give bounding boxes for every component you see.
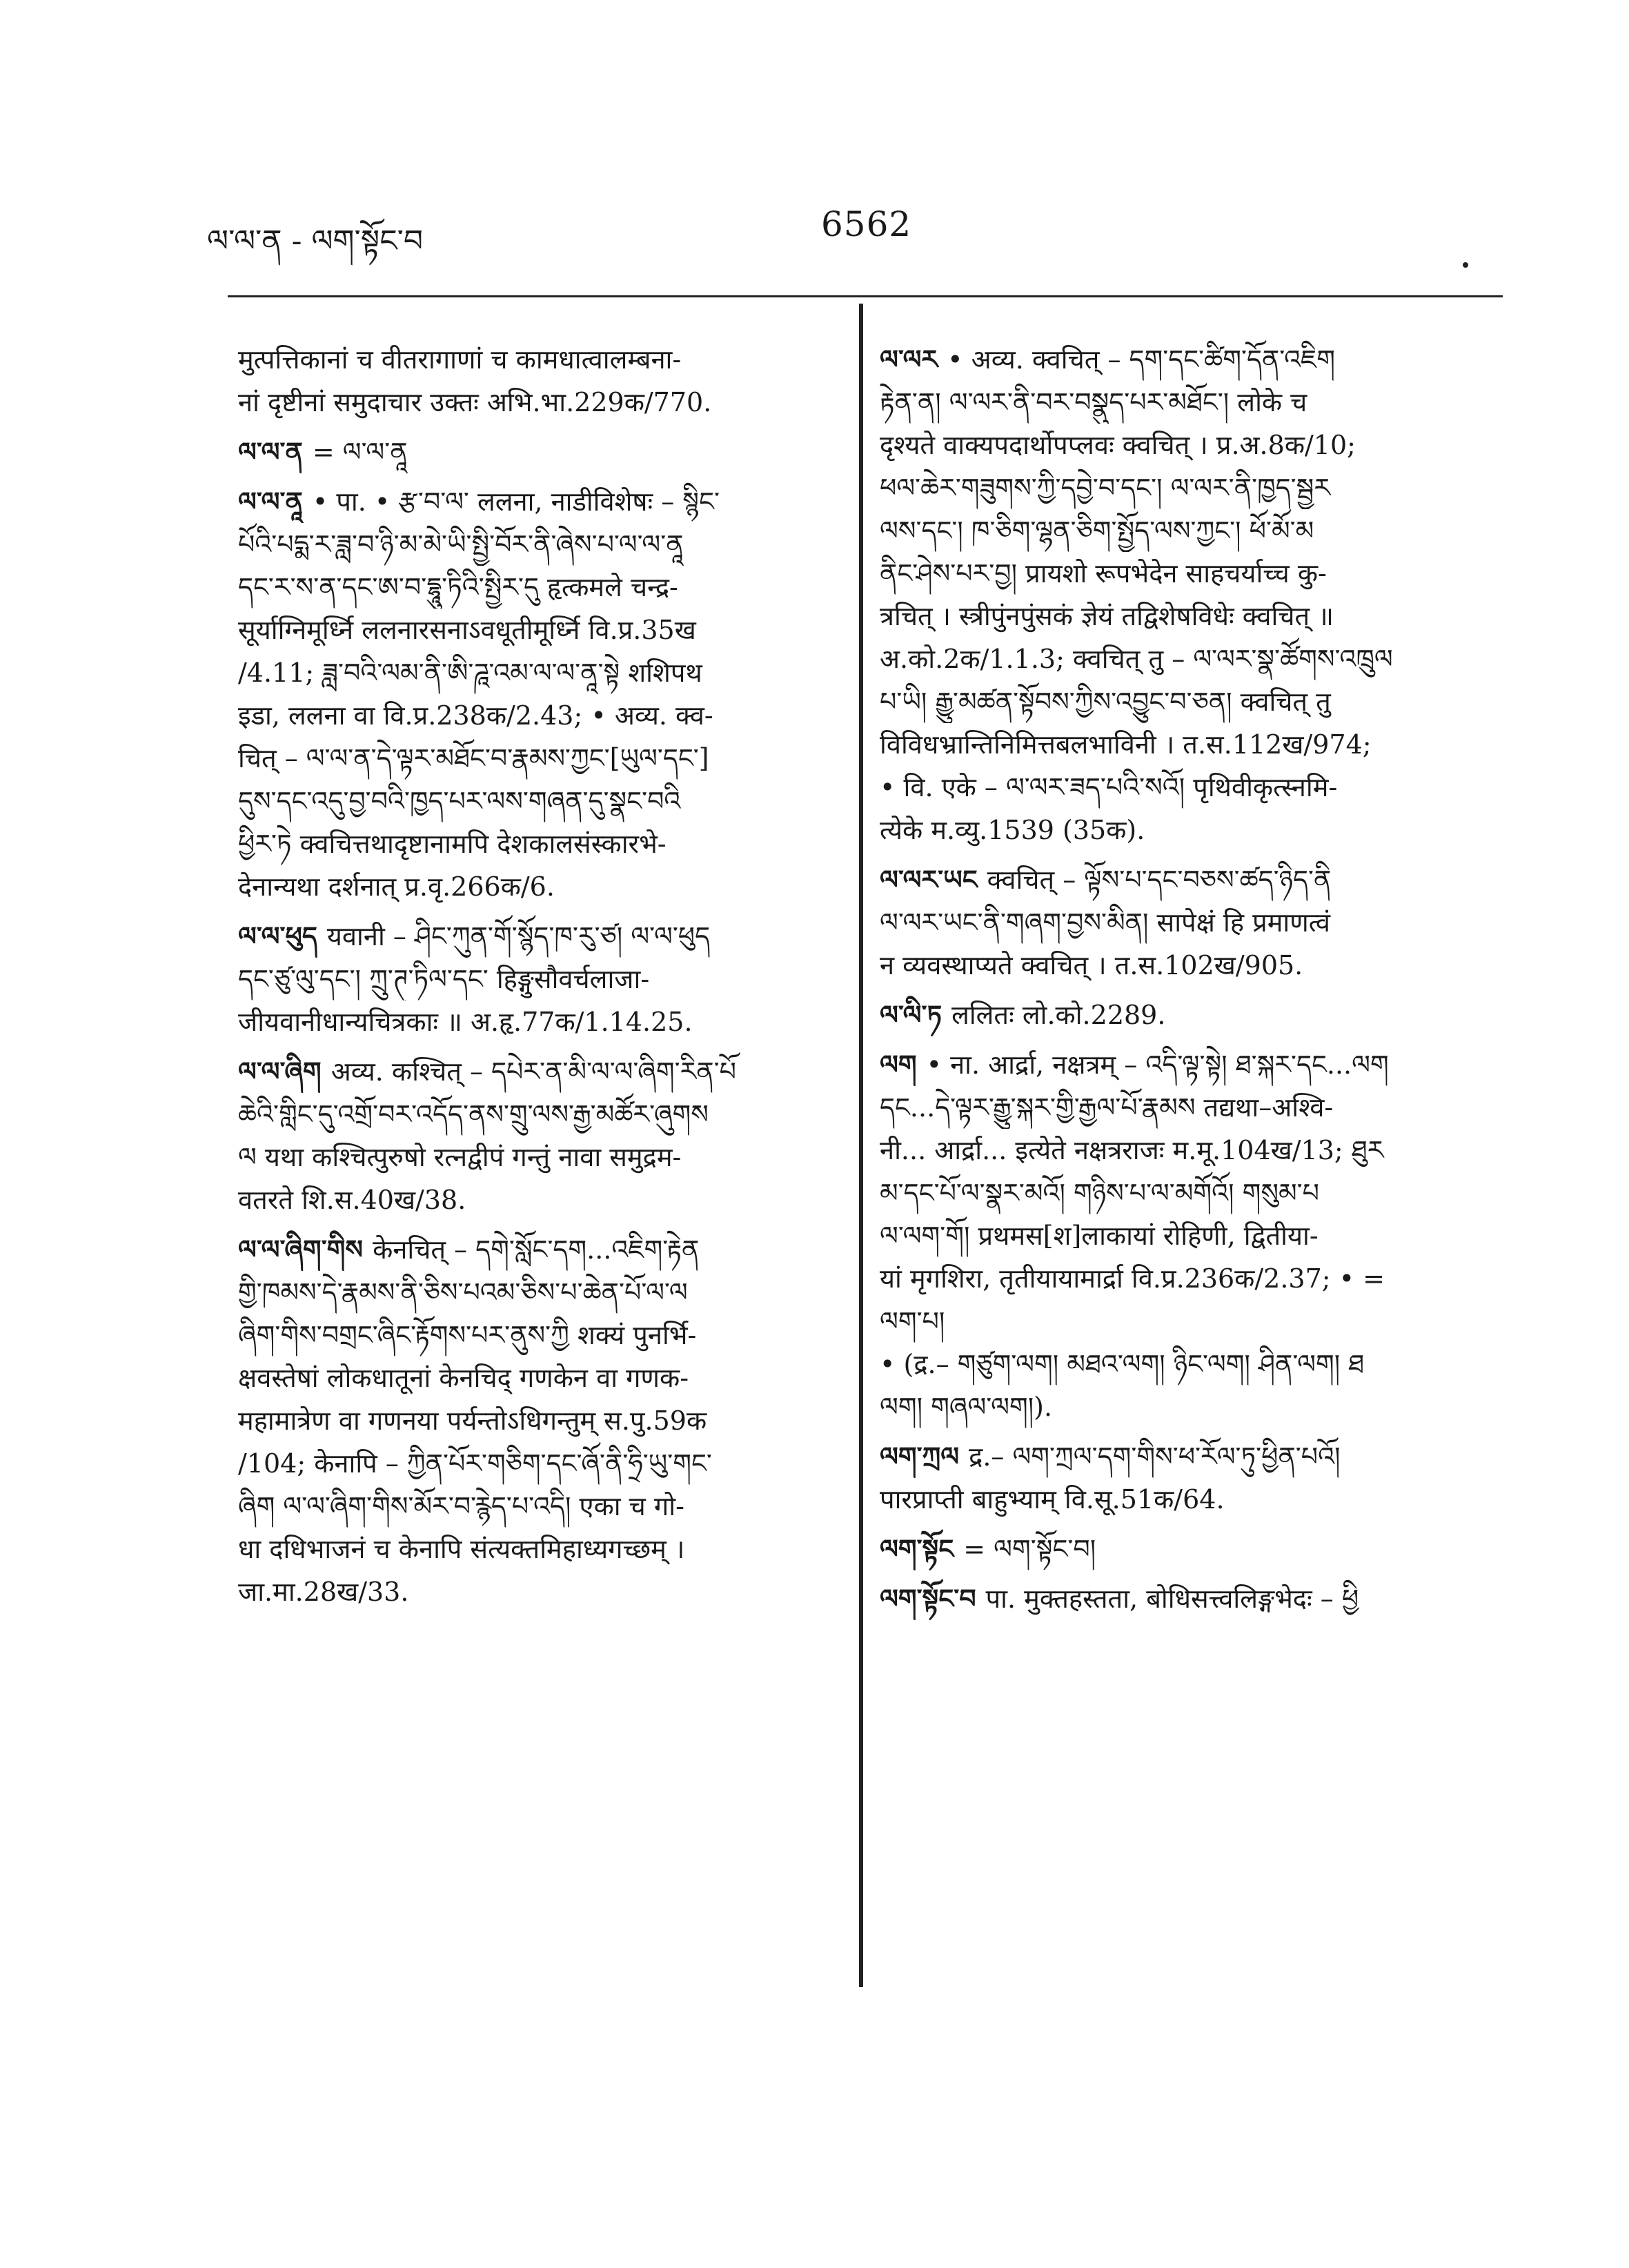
entry-line bbox=[880, 1257, 1497, 1300]
entry-line bbox=[880, 809, 1497, 851]
entry-text: महामात्रेण वा गणनया पर्यन्तोऽधिगन्तुम् स.पु.59क bbox=[238, 1406, 707, 1436]
dictionary-entry bbox=[880, 858, 1497, 987]
entry-line bbox=[880, 552, 1497, 595]
entry-line bbox=[880, 944, 1497, 987]
entry-text: དུས་དང་འདུ་བྱ་བའི་ཁྱད་པར་ལས་གཞན་དུ་སྣང་བའི bbox=[238, 786, 681, 816]
entry-line bbox=[880, 901, 1497, 944]
entry-line bbox=[238, 1314, 835, 1357]
entry-text: ལ་ལར་ཡང་ནི་གཞག་བྱས་མིན། सापेक्षं हि प्रमाणत्वं bbox=[880, 907, 1330, 938]
entry-line bbox=[238, 480, 835, 523]
right-column bbox=[880, 338, 1497, 1627]
entry-text: पारप्राप्ती बाहुभ्याम् वि.सू.51क/64. bbox=[880, 1484, 1225, 1515]
entry-line bbox=[238, 737, 835, 780]
entry-text: यवानी – ཤིང་ཀུན་གོ་སྙོད་ཁ་རུ་ཙ། ལ་ལ་ཕུད bbox=[326, 921, 711, 951]
entry-text: = ལ་ལ་ནཱ bbox=[312, 437, 408, 467]
entry-text: इडा, ललना वा वि.प्र.238क/2.43; • अव्य. क्व- bbox=[238, 700, 713, 731]
entry-line bbox=[880, 509, 1497, 552]
entry-line bbox=[238, 1093, 835, 1136]
entry-line bbox=[238, 1442, 835, 1485]
entry-text: मुत्पत्तिकानां च वीतरागाणां च कामधात्वालम्बना- bbox=[238, 344, 682, 375]
entry-text: = ལག་སྟོང་བ། bbox=[963, 1534, 1096, 1564]
entry-line bbox=[880, 1172, 1497, 1214]
entry-text: द्र.– ལག་ཀྲལ་དག་གིས་ཕ་རོལ་ཏུ་ཕྱིན་པའོ། bbox=[969, 1441, 1341, 1472]
entry-line bbox=[238, 1485, 835, 1528]
entry-line bbox=[880, 680, 1497, 723]
dictionary-entry bbox=[238, 480, 835, 908]
entry-line bbox=[238, 431, 835, 473]
dictionary-entry bbox=[238, 1050, 835, 1221]
entry-headword: ལ་ལ་ཕུད bbox=[238, 920, 317, 951]
entry-headword: ལག་སྟོང bbox=[880, 1533, 954, 1564]
entry-line bbox=[880, 1043, 1497, 1086]
entry-text: चित् – ལ་ལ་ན་དེ་ལྟར་མཐོང་བ་རྣམས་ཀྱང་[ཡུལ་དང་] bbox=[238, 743, 709, 773]
entry-text: सूर्याग्निमूर्ध्नि ललनारसनाऽवधूतीमूर्ध्नि वि.प्र.35ख bbox=[238, 615, 696, 645]
entry-headword: ལག་སྟོང་བ bbox=[880, 1583, 976, 1614]
dictionary-entry bbox=[880, 1577, 1497, 1620]
entry-text: /104; केनापि – ཀྱིན་པོར་གཅིག་དང་ཞོ་ནི་ཧྲི་ཡུ་གང་ bbox=[238, 1448, 712, 1479]
entry-line bbox=[238, 381, 835, 424]
entry-line bbox=[238, 1136, 835, 1179]
entry-text: नां दृष्टीनां समुदाचार उक्तः अभि.भा.229क/770. bbox=[238, 387, 712, 417]
entry-text: न व्यवस्थाप्यते क्वचित् । त.स.102ख/905. bbox=[880, 950, 1303, 980]
entry-text: त्येके म.व्यु.1539 (35क). bbox=[880, 815, 1145, 845]
entry-line bbox=[238, 915, 835, 958]
dictionary-entry bbox=[880, 994, 1497, 1036]
entry-text: ཆེའི་གླིང་དུ་འགྲོ་བར་འདོད་ནས་གྲུ་ལས་རྒྱ་མཚོར་ཞུགས bbox=[238, 1099, 709, 1130]
entry-text: རྟེན་ན། ལ་ལར་ནི་བར་བསྣུད་པར་མཐོང་། लोके च bbox=[880, 387, 1307, 417]
dictionary-entry bbox=[238, 338, 835, 424]
guide-words: ལ་ལ་ན - ལག་སྟོང་བ bbox=[207, 224, 424, 259]
entry-text: वतरते शि.स.40ख/38. bbox=[238, 1185, 466, 1215]
entry-line bbox=[238, 523, 835, 566]
entry-line bbox=[880, 723, 1497, 766]
entry-line bbox=[880, 1214, 1497, 1257]
entry-text: जीयवानीधान्यचित्रकाः ॥ अ.हृ.77क/1.14.25. bbox=[238, 1007, 693, 1037]
entry-line bbox=[238, 609, 835, 651]
running-header bbox=[207, 204, 1504, 259]
entry-text: • ना. आर्द्रा, नक्षत्रम् – འདི་ལྟ་སྟེ། ཐ་སྐར་དང...ལག bbox=[926, 1049, 1389, 1080]
entry-line bbox=[238, 958, 835, 1000]
entry-text: नी... आर्द्रा... इत्येते नक्षत्रराजः म.मू.104ख/13; ཐུར bbox=[880, 1135, 1384, 1165]
entry-text: जा.मा.28ख/33. bbox=[238, 1577, 409, 1607]
entry-line bbox=[238, 1399, 835, 1442]
entry-line bbox=[238, 822, 835, 865]
entry-line bbox=[238, 780, 835, 822]
entry-text: ལ་ལག་གོ། प्रथमस[श]लाकायां रोहिणी, द्वितीया- bbox=[880, 1221, 1319, 1251]
entry-line bbox=[880, 1577, 1497, 1620]
entry-line bbox=[880, 424, 1497, 466]
dictionary-entry bbox=[238, 1228, 835, 1613]
entry-headword: ལ་ལ་ན bbox=[238, 436, 303, 467]
entry-line bbox=[238, 651, 835, 694]
left-column bbox=[238, 338, 835, 1620]
entry-text: देनान्यथा दर्शनात् प्र.वृ.266क/6. bbox=[238, 871, 555, 902]
entry-text: अव्य. कश्चित् – དཔེར་ན་མི་ལ་ལ་ཞིག་རིན་པོ bbox=[330, 1056, 736, 1087]
entry-line bbox=[238, 865, 835, 908]
entry-text: ལ यथा कश्चित्पुरुषो रत्नद्वीपं गन्तुं नावा समुद्रम- bbox=[238, 1142, 682, 1172]
entry-text: दृश्यते वाक्यपदार्थोपप्लवः क्वचित् । प्र.अ.8क/10; bbox=[880, 430, 1356, 460]
entry-text: धा दधिभाजनं च केनापि संत्यक्तमिहाध्यगच्छम् । bbox=[238, 1534, 685, 1564]
entry-headword: ལ་ལ་ཞིག་གིས bbox=[238, 1234, 364, 1265]
page-number: 6562 bbox=[821, 204, 912, 244]
entry-line bbox=[880, 638, 1497, 680]
entry-line bbox=[880, 858, 1497, 901]
entry-line bbox=[238, 1570, 835, 1613]
entry-text: पा. मुक्तहस्तता, बोधिसत्त्वलिङ्गभेदः – ཕྱི bbox=[985, 1584, 1359, 1614]
entry-line bbox=[238, 1357, 835, 1399]
entry-line bbox=[880, 1528, 1497, 1570]
entry-text: अ.को.2क/1.1.3; क्वचित् तु – ལ་ལར་སྣ་ཚོགས་འཁྲུལ bbox=[880, 644, 1393, 674]
entry-text: པོའི་པདྨ་ར་ཟླ་བ་ཉི་མ་མེ་ཡི་སྤྱི་བོར་ནི་ཞེས་པ་ལ་ལ་ནཱ bbox=[238, 529, 684, 560]
entry-line bbox=[238, 1528, 835, 1570]
entry-text: ललितः लो.को.2289. bbox=[951, 1000, 1166, 1030]
entry-text: • (द्र.– གཙུག་ལག། མཐའ་ལག། ཉིང་ལག། ཤིན་ལག། ཐ bbox=[880, 1349, 1365, 1379]
entry-line bbox=[880, 1478, 1497, 1521]
dictionary-entry bbox=[238, 915, 835, 1043]
entry-line bbox=[238, 566, 835, 609]
entry-text: त्रचित् । स्त्रीपुंनपुंसकं ज्ञेयं तद्विशेषविधेः क्वचित् ॥ bbox=[880, 601, 1334, 631]
column-divider bbox=[859, 304, 863, 1987]
entry-text: དང་ཙུ་ལུ་དང་། ཀྲུ་ཊྲུ་ཏིལ་དང་ हिङ्गुसौवर्चलाजा- bbox=[238, 964, 650, 994]
entry-text: • वि. एके – ལ་ལར་ཟད་པའི་སའོ། पृथिवीकृत्स्नमि- bbox=[880, 772, 1338, 802]
entry-headword: ལ་ལ་ཞིག bbox=[238, 1056, 322, 1087]
entry-line bbox=[238, 1228, 835, 1271]
entry-text: विविधभ्रान्तिनिमित्तबलभाविनी । त.स.112ख/974; bbox=[880, 729, 1372, 760]
entry-headword: ལ་ལ་ནཱ bbox=[238, 486, 303, 517]
entry-headword: ལག bbox=[880, 1049, 917, 1080]
entry-text: • पा. • རྩ་བ་ལ་ ललना, नाडीविशेषः – སྙིང་ bbox=[312, 486, 720, 517]
entry-headword: ལ་ལར bbox=[880, 344, 938, 375]
entry-text: མ་དང་པོ་ལ་སྣར་མའོ། གཉིས་པ་ལ་མགོའོ། གསུམ་པ bbox=[880, 1178, 1320, 1208]
entry-headword: ལ་ལི་ཏ bbox=[880, 999, 942, 1030]
entry-text: པ་ཡི། རྒྱུ་མཚན་སྟོབས་ཀྱིས་འབྱུང་བ་ཅན། क्वचित् तु bbox=[880, 687, 1331, 717]
entry-text: • अव्य. क्वचित् – དག་དང་ཚིག་དོན་འཇིག bbox=[947, 344, 1336, 375]
entry-text: केनचित् – དགེ་སློང་དག...འཇིག་རྟེན bbox=[373, 1234, 700, 1265]
dictionary-entry bbox=[238, 431, 835, 473]
dictionary-entry bbox=[880, 338, 1497, 851]
entry-text: क्षवस्तेषां लोकधातूनां केनचिद् गणकेन वा गणक- bbox=[238, 1363, 689, 1393]
entry-line bbox=[238, 1271, 835, 1314]
entry-text: क्वचित् – ལྟོས་པ་དང་བཅས་ཚད་ཉིད་ནི bbox=[987, 865, 1332, 895]
entry-line bbox=[880, 766, 1497, 809]
entry-line bbox=[880, 381, 1497, 424]
entry-text: यां मृगशिरा, तृतीयायामार्द्रा वि.प्र.236क/2.37; • = bbox=[880, 1263, 1385, 1294]
dictionary-entry bbox=[880, 1043, 1497, 1428]
entry-text: ལས་དང་། ཁ་ཅིག་ལྷན་ཅིག་སྤྱོད་ལས་ཀྱང་། ཕོ་མོ་མ bbox=[880, 515, 1314, 546]
entry-text: ལག་པ། bbox=[880, 1306, 945, 1337]
entry-text: ནིང་ཤེས་པར་བྱ། प्रायशो रूपभेदेन साहचर्याच्च कु- bbox=[880, 558, 1327, 589]
entry-text: ཞིག་གིས་བགྲང་ཞིང་རྟོགས་པར་ནུས་ཀྱི शक्यं पुनर्भि- bbox=[238, 1320, 697, 1350]
entry-text: གྱི་ཁམས་དེ་རྣམས་ནི་ཅིས་པའམ་ཅིས་པ་ཆེན་པོ་ལ་ལ bbox=[238, 1277, 688, 1308]
entry-text: དང་ར་ས་ན་དང་ཨ་བ་དྷཱུ་ཏིའི་སྤྱིར་དུ हृत्कमले चन्द्र- bbox=[238, 572, 678, 602]
entry-line bbox=[238, 1050, 835, 1093]
entry-line bbox=[880, 1343, 1497, 1386]
entry-line bbox=[238, 694, 835, 737]
entry-text: ལག། གཞལ་ལག།). bbox=[880, 1392, 1053, 1422]
entry-line bbox=[880, 466, 1497, 509]
entry-text: ཞིག ལ་ལ་ཞིག་གིས་མོར་བ་རྙེད་པ་འདི། एका च गो- bbox=[238, 1491, 684, 1521]
entry-headword: ལ་ལར་ཡང bbox=[880, 864, 978, 895]
entry-line bbox=[880, 338, 1497, 381]
entry-headword: ལག་ཀྲལ bbox=[880, 1441, 960, 1472]
entry-text: དང...དེ་ལྟར་རྒྱུ་སྐར་གྱི་རྒྱལ་པོ་རྣམས तद्यथा–अश्वि- bbox=[880, 1092, 1334, 1123]
dictionary-entry bbox=[880, 1528, 1497, 1570]
entry-line bbox=[880, 1086, 1497, 1129]
entry-text: ཕལ་ཆེར་གཟུགས་ཀྱི་དབྱེ་བ་དང་། ལ་ལར་ནི་ཁྱད་སྦྱར bbox=[880, 473, 1330, 503]
entry-line bbox=[880, 1435, 1497, 1478]
entry-line bbox=[880, 994, 1497, 1036]
entry-line bbox=[880, 595, 1497, 638]
dictionary-entry bbox=[880, 1435, 1497, 1521]
entry-line bbox=[880, 1300, 1497, 1343]
stray-dot bbox=[1463, 262, 1468, 268]
entry-text: ཕྱིར་ཏེ क्वचित्तथादृष्टानामपि देशकालसंस्कारभे- bbox=[238, 829, 667, 859]
entry-line bbox=[238, 1179, 835, 1221]
entry-line bbox=[238, 1000, 835, 1043]
header-rule bbox=[228, 295, 1503, 297]
entry-line bbox=[880, 1129, 1497, 1172]
entry-line bbox=[238, 338, 835, 381]
entry-line bbox=[880, 1386, 1497, 1428]
entry-text: /4.11; ཟླ་བའི་ལམ་ནི་ཨི་ཌཱ་འམ་ལ་ལ་ནཱ་སྟེ शशिपथ bbox=[238, 658, 702, 688]
